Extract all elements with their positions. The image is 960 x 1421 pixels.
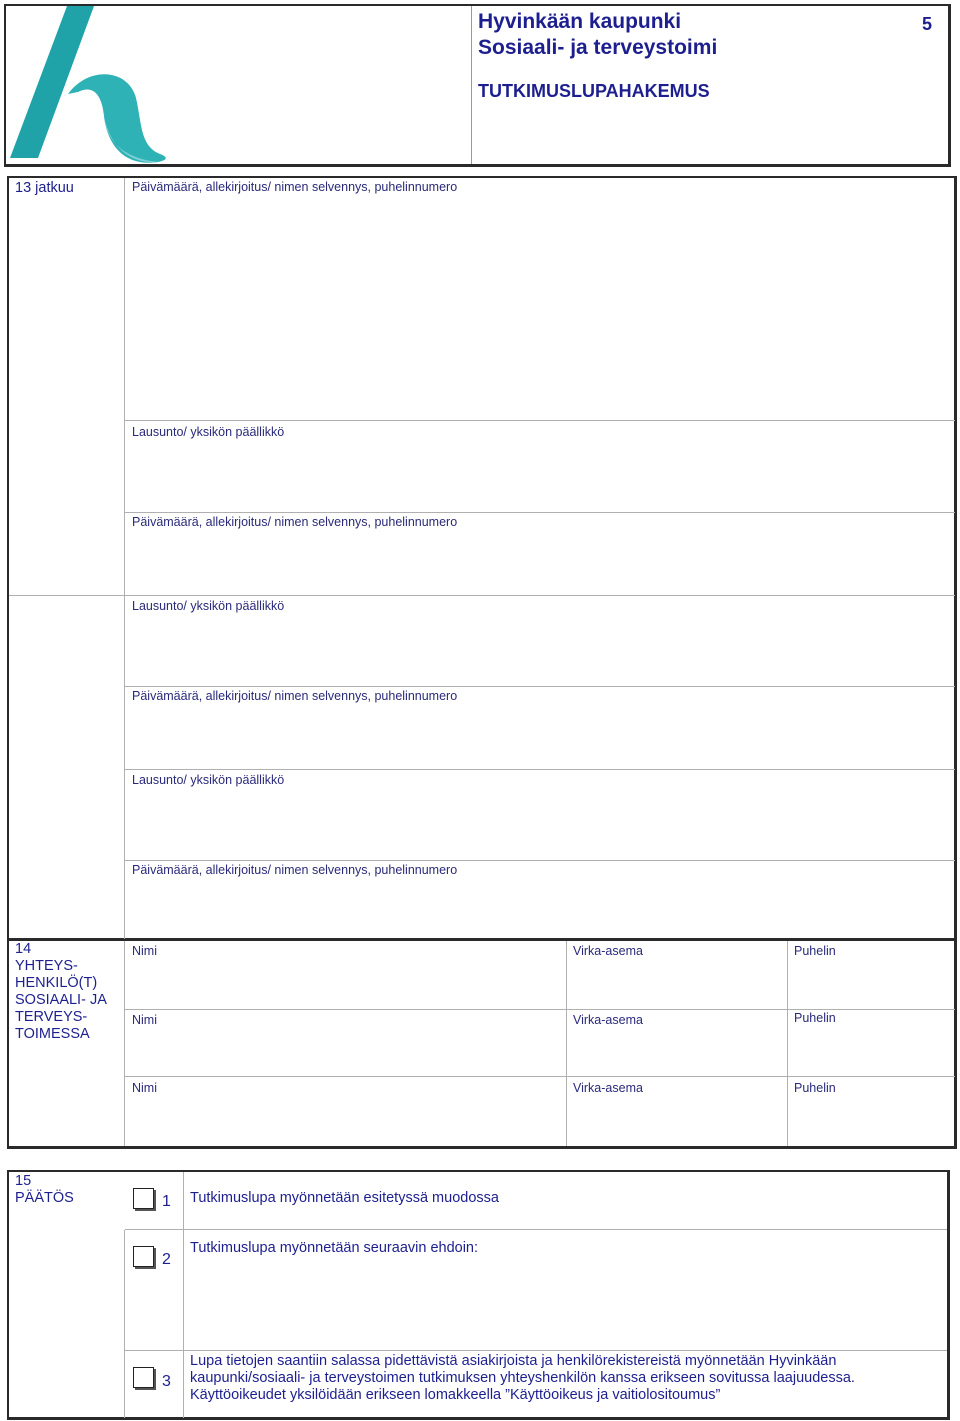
section-13-title: 13 jatkuu bbox=[15, 180, 74, 196]
option-2-checkbox[interactable] bbox=[133, 1246, 154, 1267]
contact-phone-field[interactable]: Puhelin bbox=[794, 1011, 836, 1025]
form-title: TUTKIMUSLUPAHAKEMUS bbox=[478, 81, 710, 101]
section-14-title-line: SOSIAALI- JA bbox=[15, 992, 107, 1008]
field-divider bbox=[125, 769, 955, 770]
option-1-checkbox[interactable] bbox=[133, 1188, 154, 1209]
section-14-number: 14 bbox=[15, 941, 32, 957]
header-divider bbox=[471, 6, 472, 164]
row-divider bbox=[125, 1076, 955, 1077]
statement-field-2[interactable]: Lausunto/ yksikön päällikkö bbox=[132, 599, 285, 613]
signature-field-2[interactable]: Päivämäärä, allekirjoitus/ nimen selvennys, puhelinnumero bbox=[132, 515, 458, 529]
signature-field-1[interactable]: Päivämäärä, allekirjoitus/ nimen selvennys, puhelinnumero bbox=[132, 180, 458, 194]
option-divider bbox=[125, 1350, 947, 1351]
page-number: 5 bbox=[922, 14, 933, 34]
statement-field-3[interactable]: Lausunto/ yksikön päällikkö bbox=[132, 773, 285, 787]
field-divider bbox=[125, 512, 955, 513]
form-header bbox=[4, 4, 951, 167]
field-divider bbox=[125, 686, 955, 687]
contact-position-field[interactable]: Virka-asema bbox=[573, 1013, 643, 1027]
phone-col-divider bbox=[787, 941, 788, 1146]
section-13-box bbox=[7, 176, 957, 941]
option-3-number: 3 bbox=[162, 1373, 171, 1390]
section-14-box bbox=[7, 939, 957, 1149]
option-2-number: 2 bbox=[162, 1251, 171, 1268]
field-divider bbox=[9, 595, 955, 596]
contact-phone-field[interactable]: Puhelin bbox=[794, 944, 836, 958]
section-14-title-line: HENKILÖ(T) bbox=[15, 975, 98, 991]
contact-name-field[interactable]: Nimi bbox=[132, 1081, 157, 1095]
section-14-col-divider bbox=[124, 941, 125, 1146]
section-15-number: 15 bbox=[15, 1173, 32, 1189]
section-13-col-divider bbox=[124, 178, 125, 940]
statement-field-1[interactable]: Lausunto/ yksikön päällikkö bbox=[132, 425, 285, 439]
section-14-title-line: TERVEYS- bbox=[15, 1009, 88, 1025]
checkbox-col-divider bbox=[183, 1172, 184, 1418]
section-14-title-line: TOIMESSA bbox=[15, 1026, 90, 1042]
option-3-checkbox[interactable] bbox=[133, 1367, 154, 1388]
section-15-title: PÄÄTÖS bbox=[15, 1190, 74, 1206]
section-15-col-divider bbox=[124, 1230, 125, 1418]
signature-field-3[interactable]: Päivämäärä, allekirjoitus/ nimen selvennys, puhelinnumero bbox=[132, 689, 458, 703]
option-3-text-line: kaupunki/sosiaali- ja terveystoimen tutkimuksen yhteyshenkilön kanssa erikseen sovitussa laajuudessa. bbox=[190, 1370, 855, 1386]
contact-name-field[interactable]: Nimi bbox=[132, 944, 157, 958]
option-2-text: Tutkimuslupa myönnetään seuraavin ehdoin: bbox=[190, 1240, 479, 1256]
signature-field-4[interactable]: Päivämäärä, allekirjoitus/ nimen selvennys, puhelinnumero bbox=[132, 863, 458, 877]
field-divider bbox=[125, 420, 955, 421]
field-divider bbox=[125, 860, 955, 861]
row-divider bbox=[125, 1009, 955, 1010]
department-name: Sosiaali- ja terveystoimi bbox=[478, 36, 718, 59]
section-14-title-line: YHTEYS- bbox=[15, 958, 78, 974]
position-col-divider bbox=[566, 941, 567, 1146]
option-3-text-line: Käyttöoikeudet yksilöidään erikseen lomakkeella ”Käyttöoikeus ja vaitiolositoumus” bbox=[190, 1387, 721, 1403]
contact-position-field[interactable]: Virka-asema bbox=[573, 1081, 643, 1095]
option-3-text-line: Lupa tietojen saantiin salassa pidettävistä asiakirjoista ja henkilörekistereistä myönnetään Hyvinkään bbox=[190, 1353, 837, 1369]
contact-position-field[interactable]: Virka-asema bbox=[573, 944, 643, 958]
option-1-number: 1 bbox=[162, 1193, 171, 1210]
contact-name-field[interactable]: Nimi bbox=[132, 1013, 157, 1027]
option-divider bbox=[125, 1229, 947, 1230]
organization-name: Hyvinkään kaupunki bbox=[478, 10, 682, 33]
contact-phone-field[interactable]: Puhelin bbox=[794, 1081, 836, 1095]
option-1-text: Tutkimuslupa myönnetään esitetyssä muodossa bbox=[190, 1190, 499, 1206]
hyvinkaa-h-logo-icon bbox=[8, 6, 170, 164]
